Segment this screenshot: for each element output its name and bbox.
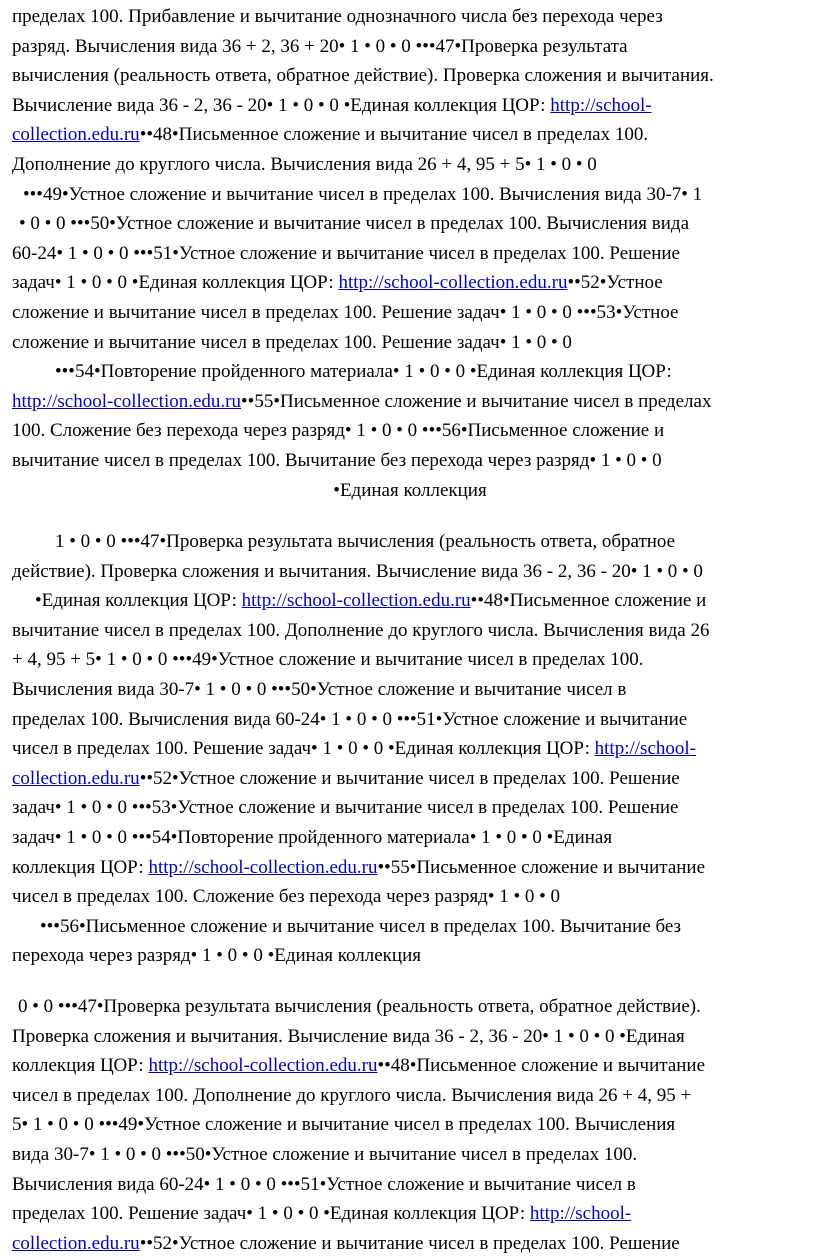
text-line bbox=[12, 328, 808, 358]
text-line bbox=[12, 120, 808, 150]
text: 60-24• 1 • 0 • 0 •••51•Устное сложение и вычитание чисел в пределах 100. Решение bbox=[12, 242, 680, 264]
text: перехода через разряд• 1 • 0 • 0 •Единая коллекция bbox=[12, 945, 421, 967]
text-line bbox=[12, 1110, 808, 1140]
text: 0 • 0 •••47•Проверка результата вычисления (реальность ответа, обратное действие). bbox=[18, 996, 701, 1017]
text: коллекция ЦОР: bbox=[12, 856, 149, 878]
text-line bbox=[12, 882, 808, 912]
text: 1 • 0 • 0 •••47•Проверка результата вычисления (реальность ответа, обратное bbox=[55, 531, 676, 553]
text-line bbox=[12, 705, 808, 735]
text-line bbox=[12, 557, 808, 587]
text-line bbox=[12, 616, 808, 646]
text: •••54•Повторение пройденного материала• 1 • 0 • 0 •Единая коллекция ЦОР: bbox=[55, 361, 672, 383]
text: сложение и вычитание чисел в пределах 100. Решение задач• 1 • 0 • 0 •••53•Устное bbox=[12, 301, 679, 323]
text: пределах 100. Решение задач• 1 • 0 • 0 •Единая коллекция ЦОР: bbox=[12, 1203, 530, 1225]
school-collection-link[interactable]: http://school- bbox=[529, 1203, 632, 1225]
text: задач• 1 • 0 • 0 •••54•Повторение пройденного материала• 1 • 0 • 0 •Единая bbox=[12, 827, 613, 849]
text: вычисления (реальность ответа, обратное действие). Проверка сложения и вычитания. bbox=[12, 65, 714, 87]
text: коллекция ЦОР: bbox=[12, 1055, 149, 1077]
text-line bbox=[12, 91, 808, 121]
text-line bbox=[12, 209, 808, 239]
paragraph-block-1 bbox=[12, 2, 808, 505]
text-line bbox=[12, 675, 808, 705]
text: ••55•Письменное сложение и вычитание bbox=[377, 856, 706, 878]
text: Вычисление вида 36 - 2, 36 - 20• 1 • 0 • 0 •Единая коллекция ЦОР: bbox=[12, 94, 551, 116]
text: 5• 1 • 0 • 0 •••49•Устное сложение и вычитание чисел в пределах 100. Вычисления bbox=[12, 1114, 676, 1136]
text-line bbox=[12, 416, 808, 446]
text: задач• 1 • 0 • 0 •••53•Устное сложение и вычитание чисел в пределах 100. Решение bbox=[12, 797, 679, 819]
text: •Единая коллекция ЦОР: bbox=[35, 590, 242, 612]
text: + 4, 95 + 5• 1 • 0 • 0 •••49•Устное сложение и вычитание чисел в пределах 100. bbox=[12, 649, 644, 671]
school-collection-link[interactable]: http://school- bbox=[594, 738, 696, 760]
school-collection-link[interactable]: http://school-collection.edu.ru bbox=[148, 1055, 378, 1077]
school-collection-link[interactable]: http://school- bbox=[550, 94, 652, 116]
text: задач• 1 • 0 • 0 •Единая коллекция ЦОР: bbox=[12, 272, 339, 294]
text-line bbox=[12, 1229, 808, 1258]
text: 100. Сложение без перехода через разряд• 1 • 0 • 0 •••56•Письменное сложение и bbox=[12, 420, 665, 442]
text: ••55•Письменное сложение и вычитание чисел в пределах bbox=[241, 390, 712, 412]
text-line bbox=[12, 1199, 808, 1229]
text: вычитание чисел в пределах 100. Вычитание без перехода через разряд• 1 • 0 • 0 bbox=[12, 449, 662, 471]
text-line bbox=[12, 180, 808, 210]
text-line bbox=[12, 1022, 808, 1052]
text-line bbox=[12, 476, 808, 506]
text-line bbox=[12, 150, 808, 180]
text: вида 30-7• 1 • 0 • 0 •••50•Устное сложение и вычитание чисел в пределах 100. bbox=[12, 1143, 638, 1165]
text-line bbox=[12, 446, 808, 476]
text-line bbox=[12, 1051, 808, 1081]
paragraph-gap bbox=[12, 971, 808, 992]
text-line bbox=[12, 32, 808, 62]
paragraph-block-2 bbox=[12, 527, 808, 971]
text: Дополнение до круглого числа. Вычисления вида 26 + 4, 95 + 5• 1 • 0 • 0 bbox=[12, 153, 597, 175]
text-line bbox=[12, 1140, 808, 1170]
text: пределах 100. Вычисления вида 60-24• 1 • 0 • 0 •••51•Устное сложение и вычитание bbox=[12, 708, 688, 730]
text-line bbox=[12, 764, 808, 794]
text-line bbox=[12, 387, 808, 417]
text-line bbox=[12, 734, 808, 764]
text: ••48•Письменное сложение и вычитание bbox=[377, 1055, 706, 1077]
text: чисел в пределах 100. Решение задач• 1 • 0 • 0 •Единая коллекция ЦОР: bbox=[12, 738, 595, 760]
paragraph-block-3 bbox=[12, 992, 808, 1258]
school-collection-link[interactable]: http://school-collection.edu.ru bbox=[148, 856, 378, 878]
school-collection-link[interactable]: http://school-collection.edu.ru bbox=[338, 272, 568, 294]
text: чисел в пределах 100. Сложение без перехода через разряд• 1 • 0 • 0 bbox=[12, 886, 561, 908]
text: ••52•Устное сложение и вычитание чисел в пределах 100. Решение bbox=[139, 767, 680, 789]
text: сложение и вычитание чисел в пределах 100. Решение задач• 1 • 0 • 0 bbox=[12, 331, 572, 353]
text-line bbox=[12, 853, 808, 883]
text: Вычисления вида 30-7• 1 • 0 • 0 •••50•Устное сложение и вычитание чисел в bbox=[12, 679, 627, 701]
text: •••56•Письменное сложение и вычитание чисел в пределах 100. Вычитание без bbox=[40, 915, 682, 937]
text-line bbox=[12, 1081, 808, 1111]
school-collection-link[interactable]: http://school-collection.edu.ru bbox=[12, 390, 242, 412]
text-line bbox=[12, 992, 808, 1022]
text-line bbox=[12, 61, 808, 91]
text: •Единая коллекция bbox=[333, 479, 487, 501]
text: ••48•Письменное сложение и bbox=[470, 590, 707, 612]
text: ••48•Письменное сложение и вычитание чисел в пределах 100. bbox=[139, 124, 649, 146]
text: Вычисления вида 60-24• 1 • 0 • 0 •••51•Устное сложение и вычитание чисел в bbox=[12, 1173, 636, 1195]
text-line bbox=[12, 941, 808, 971]
text: разряд. Вычисления вида 36 + 2, 36 + 20• 1 • 0 • 0 •••47•Проверка результата bbox=[12, 35, 628, 57]
text: ••52•Устное bbox=[567, 272, 663, 294]
text-line bbox=[12, 527, 808, 557]
text: • 0 • 0 •••50•Устное сложение и вычитание чисел в пределах 100. Вычисления вида bbox=[19, 213, 690, 235]
text-line bbox=[12, 239, 808, 269]
text: пределах 100. Прибавление и вычитание однозначного числа без перехода через bbox=[12, 6, 663, 27]
text-line bbox=[12, 793, 808, 823]
school-collection-link[interactable]: collection.edu.ru bbox=[12, 1232, 140, 1254]
text-line bbox=[12, 645, 808, 675]
text-line bbox=[12, 912, 808, 942]
paragraph-gap bbox=[12, 505, 808, 527]
text-line bbox=[12, 357, 808, 387]
text: •••49•Устное сложение и вычитание чисел в пределах 100. Вычисления вида 30-7• 1 bbox=[23, 183, 703, 205]
school-collection-link[interactable]: http://school-collection.edu.ru bbox=[241, 590, 471, 612]
text: вычитание чисел в пределах 100. Дополнение до круглого числа. Вычисления вида 26 bbox=[12, 619, 710, 641]
text-line bbox=[12, 268, 808, 298]
text: Проверка сложения и вычитания. Вычисление вида 36 - 2, 36 - 20• 1 • 0 • 0 •Единая bbox=[12, 1025, 685, 1047]
school-collection-link[interactable]: collection.edu.ru bbox=[12, 767, 140, 789]
text-line bbox=[12, 586, 808, 616]
text-line bbox=[12, 1170, 808, 1200]
text: чисел в пределах 100. Дополнение до круглого числа. Вычисления вида 26 + 4, 95 + bbox=[12, 1084, 692, 1106]
text-line bbox=[12, 298, 808, 328]
text-line bbox=[12, 823, 808, 853]
text: ••52•Устное сложение и вычитание чисел в пределах 100. Решение bbox=[139, 1232, 680, 1254]
text: действие). Проверка сложения и вычитания. Вычисление вида 36 - 2, 36 - 20• 1 • 0 • 0 bbox=[12, 560, 703, 582]
school-collection-link[interactable]: collection.edu.ru bbox=[12, 124, 140, 146]
text-line bbox=[12, 2, 808, 32]
